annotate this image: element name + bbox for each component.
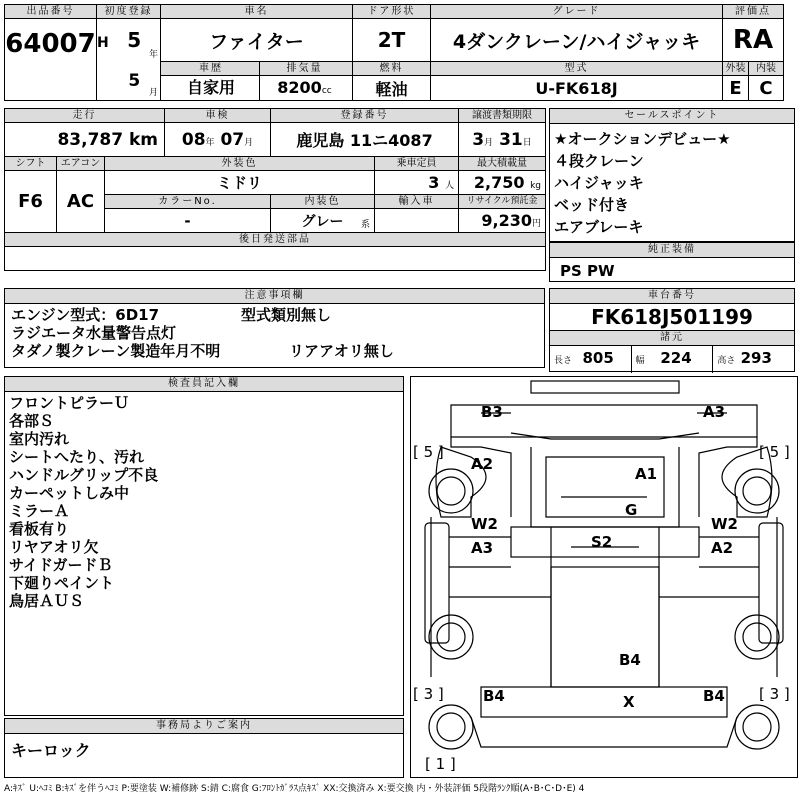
inspection-label: 車検 xyxy=(165,109,271,123)
shift-label: シフト xyxy=(5,157,57,171)
front-right-wheel xyxy=(735,469,779,513)
sales-points-list xyxy=(550,124,794,238)
import-label: 輸入車 xyxy=(375,195,459,209)
ac-label: エアコン xyxy=(57,157,105,171)
crane-note: タダノ製クレーン製造年月不明 xyxy=(11,342,221,360)
inspector-note-line: フロントピラーＵ xyxy=(9,394,130,412)
sales-point-item: ★オークションデビュー★ xyxy=(554,130,731,148)
mileage-label: 走行 xyxy=(5,109,165,123)
mileage-value: 83,787 xyxy=(57,129,124,150)
notes-row-2: ラジエータ水量警告点灯 xyxy=(11,324,177,342)
notes-label: 注意事項欄 xyxy=(5,289,544,304)
reg-year-cell xyxy=(109,19,161,62)
fuel-label: 燃料 xyxy=(353,62,431,76)
color-no-value: - xyxy=(105,209,271,233)
import-value xyxy=(375,209,459,233)
era-letter: H xyxy=(97,19,109,101)
grade-value: 4ダンクレーン/ハイジャッキ xyxy=(431,19,723,62)
inspector-note-line: 下廻りペイント xyxy=(9,574,115,592)
reg-month-cell xyxy=(109,62,161,101)
ext-label: 外装 xyxy=(723,62,749,76)
mark-b4-right: B4 xyxy=(703,687,725,705)
mark-b4-center: B4 xyxy=(619,651,641,669)
mark-a3-left: A3 xyxy=(471,539,494,557)
model-value: U-FK618J xyxy=(431,76,723,101)
mark-a1: A1 xyxy=(635,465,658,483)
rear-right-wheel xyxy=(735,615,779,659)
capacity-unit: 人 xyxy=(445,181,455,191)
width-label: 幅 xyxy=(635,356,645,366)
rear-gate-note: リアアオリ無し xyxy=(289,342,394,360)
car-name: ファイター xyxy=(161,19,353,62)
displacement-unit: cc xyxy=(321,86,332,96)
capacity-cell xyxy=(375,171,459,195)
inspector-note-line: リヤアオリ欠 xyxy=(9,538,99,556)
transfer-cell xyxy=(459,123,546,157)
load-value: 2,750 xyxy=(473,173,525,192)
rear-left-wheel xyxy=(429,615,473,659)
insp-month-unit: 月 xyxy=(244,137,254,148)
mark-a2-right: A2 xyxy=(711,539,734,557)
plate-label: 登録番号 xyxy=(271,109,459,123)
sales-point-item: エアブレーキ xyxy=(554,218,644,236)
bracket-bottom-1: [ 1 ] xyxy=(425,755,456,773)
recycle-unit: 円 xyxy=(532,219,542,229)
door-type: 2T xyxy=(353,19,431,62)
fuel-value: 軽油 xyxy=(353,76,431,101)
office-box xyxy=(4,718,404,778)
mark-b3: B3 xyxy=(481,403,503,421)
width-cell xyxy=(632,346,714,373)
inspection-cell xyxy=(165,123,271,157)
sales-points-box xyxy=(549,108,795,242)
insp-year-unit: 年 xyxy=(205,137,215,148)
inspector-label: 検査員記入欄 xyxy=(5,377,403,392)
office-message: キーロック xyxy=(11,741,91,760)
height-cell xyxy=(713,346,794,373)
vehicle-diagram xyxy=(410,376,798,778)
first-reg-label: 初度登録 xyxy=(97,5,161,19)
mileage-cell xyxy=(5,123,165,157)
equipment-value: PS PW xyxy=(560,262,615,280)
cab-center xyxy=(531,447,679,527)
bracket-right-5: [ 5 ] xyxy=(759,443,790,461)
load-label: 最大積載量 xyxy=(459,157,546,171)
truck-outline xyxy=(411,377,797,777)
inspector-note-line: カーペットしみ中 xyxy=(9,484,130,502)
int-color-suffix: 系 xyxy=(361,220,371,230)
displacement-number: 8200 xyxy=(277,78,322,97)
transfer-label: 譲渡書類期限 xyxy=(459,109,546,123)
grade-label: グレード xyxy=(431,5,723,19)
inspector-note-line: 室内汚れ xyxy=(9,430,70,448)
mark-w2-right: W2 xyxy=(711,515,738,533)
plate-value: 鹿児島 11ニ4087 xyxy=(271,123,459,157)
sales-point-item: ４段クレーン xyxy=(554,152,644,170)
reg-year: 5 xyxy=(127,28,142,53)
transfer-month: 3 xyxy=(472,129,485,150)
recycle-value: 9,230 xyxy=(481,211,532,230)
shift-value: F6 xyxy=(5,171,57,233)
insp-month: 07 xyxy=(220,129,245,150)
mark-x: X xyxy=(623,693,635,711)
model-label: 型式 xyxy=(431,62,723,76)
history-label: 車歴 xyxy=(164,62,260,75)
bracket-left-5: [ 5 ] xyxy=(413,443,444,461)
rear-left-outer-wheel xyxy=(429,705,473,749)
top-bar xyxy=(531,381,679,393)
length-label: 長さ xyxy=(554,356,573,366)
displacement-value xyxy=(260,78,350,97)
inspector-note-line: 鳥居ＡＵＳ xyxy=(9,592,85,610)
ext-grade: E xyxy=(723,76,749,101)
chassis-number: FK618J501199 xyxy=(550,304,794,331)
bracket-right-3: [ 3 ] xyxy=(759,685,790,703)
rear-right-outer-wheel xyxy=(735,705,779,749)
notes-row-1 xyxy=(11,306,544,324)
inspector-note-line: シートへたり、汚れ xyxy=(9,448,145,466)
engine-type-note: エンジン型式：6D17 xyxy=(11,306,160,324)
chassis-box xyxy=(549,288,795,372)
sales-point-item: ハイジャッキ xyxy=(554,174,644,192)
int-color-value: グレー xyxy=(301,213,344,230)
transfer-day: 31 xyxy=(499,129,523,150)
equipment-label: 純正装備 xyxy=(550,243,794,258)
inspector-note-line: 看板有り xyxy=(9,520,70,538)
int-color-label: 内装色 xyxy=(271,195,375,209)
inspector-notes xyxy=(5,392,403,610)
inspector-note-line: ミラーＡ xyxy=(9,502,70,520)
later-parts-label: 後日発送部品 xyxy=(5,233,546,247)
ext-color-label: 外装色 xyxy=(105,157,375,171)
capacity-value: 3 xyxy=(428,173,440,192)
load-cell xyxy=(459,171,546,195)
inspector-note-line: サイドガードＢ xyxy=(9,556,113,574)
mark-b4-left: B4 xyxy=(483,687,505,705)
lot-number: 64007 xyxy=(5,19,97,101)
height-value: 293 xyxy=(740,349,772,367)
load-unit: kg xyxy=(530,181,542,191)
int-grade: C xyxy=(749,76,784,101)
bracket-left-3: [ 3 ] xyxy=(413,685,444,703)
dims-row xyxy=(550,346,794,373)
inspector-note-line: 各部Ｓ xyxy=(9,412,55,430)
notes-box xyxy=(4,288,545,368)
history-disp-label-cell xyxy=(161,62,353,76)
history-disp-cell xyxy=(161,76,353,101)
length-cell xyxy=(550,346,632,373)
month-unit: 月 xyxy=(148,88,158,98)
score-label: 評価点 xyxy=(723,5,784,19)
year-unit: 年 xyxy=(148,49,158,60)
capacity-label: 乗車定員 xyxy=(375,157,459,171)
mark-s2: S2 xyxy=(591,533,613,551)
office-label: 事務局よりご案内 xyxy=(5,719,403,734)
mark-w2-left: W2 xyxy=(471,515,498,533)
mark-a3-top: A3 xyxy=(703,403,726,421)
ext-color-value: ミドリ xyxy=(105,171,375,195)
insp-year: 08 xyxy=(181,129,206,150)
score-value: RA xyxy=(723,19,784,62)
equipment-box xyxy=(549,242,795,282)
int-color-cell xyxy=(271,209,375,233)
chassis-label: 車台番号 xyxy=(550,289,794,304)
inspector-note-line: ハンドルグリップ不良 xyxy=(9,466,159,484)
sales-point-item: ベッド付き xyxy=(554,196,630,214)
transfer-day-unit: 日 xyxy=(522,137,532,148)
car-name-label: 車名 xyxy=(161,5,353,19)
later-parts-value xyxy=(5,247,546,271)
legend-text: A:ｷｽﾞ U:ﾍｺﾐ B:ｷｽﾞを伴うﾍｺﾐ P:要塗装 W:補修跡 S:錆 C:腐食 G:ﾌﾛﾝﾄｶﾞﾗｽ点ｷｽﾞ XX:交換済み X:要交換 内・外装評価 5段階ﾗﾝｸ順(A･B･C･D･E) 4 xyxy=(4,784,585,794)
transfer-month-unit: 月 xyxy=(484,137,494,148)
sales-points-label: セールスポイント xyxy=(550,109,794,124)
reg-month: 5 xyxy=(128,70,141,91)
width-value: 224 xyxy=(660,349,692,367)
recycle-label: リサイクル預託金 xyxy=(459,195,546,209)
front-left-wheel xyxy=(429,469,473,513)
dims-label: 諸元 xyxy=(550,331,794,346)
mark-a2-left: A2 xyxy=(471,455,494,473)
lot-label: 出品番号 xyxy=(5,5,97,19)
door-label: ドア形状 xyxy=(353,5,431,19)
mark-g: G xyxy=(625,501,638,519)
specs-table xyxy=(4,108,546,271)
disp-label: 排気量 xyxy=(286,63,323,74)
ac-value: AC xyxy=(57,171,105,233)
recycle-cell xyxy=(459,209,546,233)
mileage-unit: km xyxy=(128,129,159,150)
history-value: 自家用 xyxy=(164,76,260,100)
header-table xyxy=(4,4,784,101)
height-label: 高さ xyxy=(717,356,736,366)
int-label: 内装 xyxy=(749,62,784,76)
notes-row-3 xyxy=(11,342,544,360)
length-value: 805 xyxy=(582,349,614,367)
color-no-label: カラーNo. xyxy=(105,195,271,209)
model-class-note: 型式類別無し xyxy=(241,306,332,324)
inspector-box xyxy=(4,376,404,716)
